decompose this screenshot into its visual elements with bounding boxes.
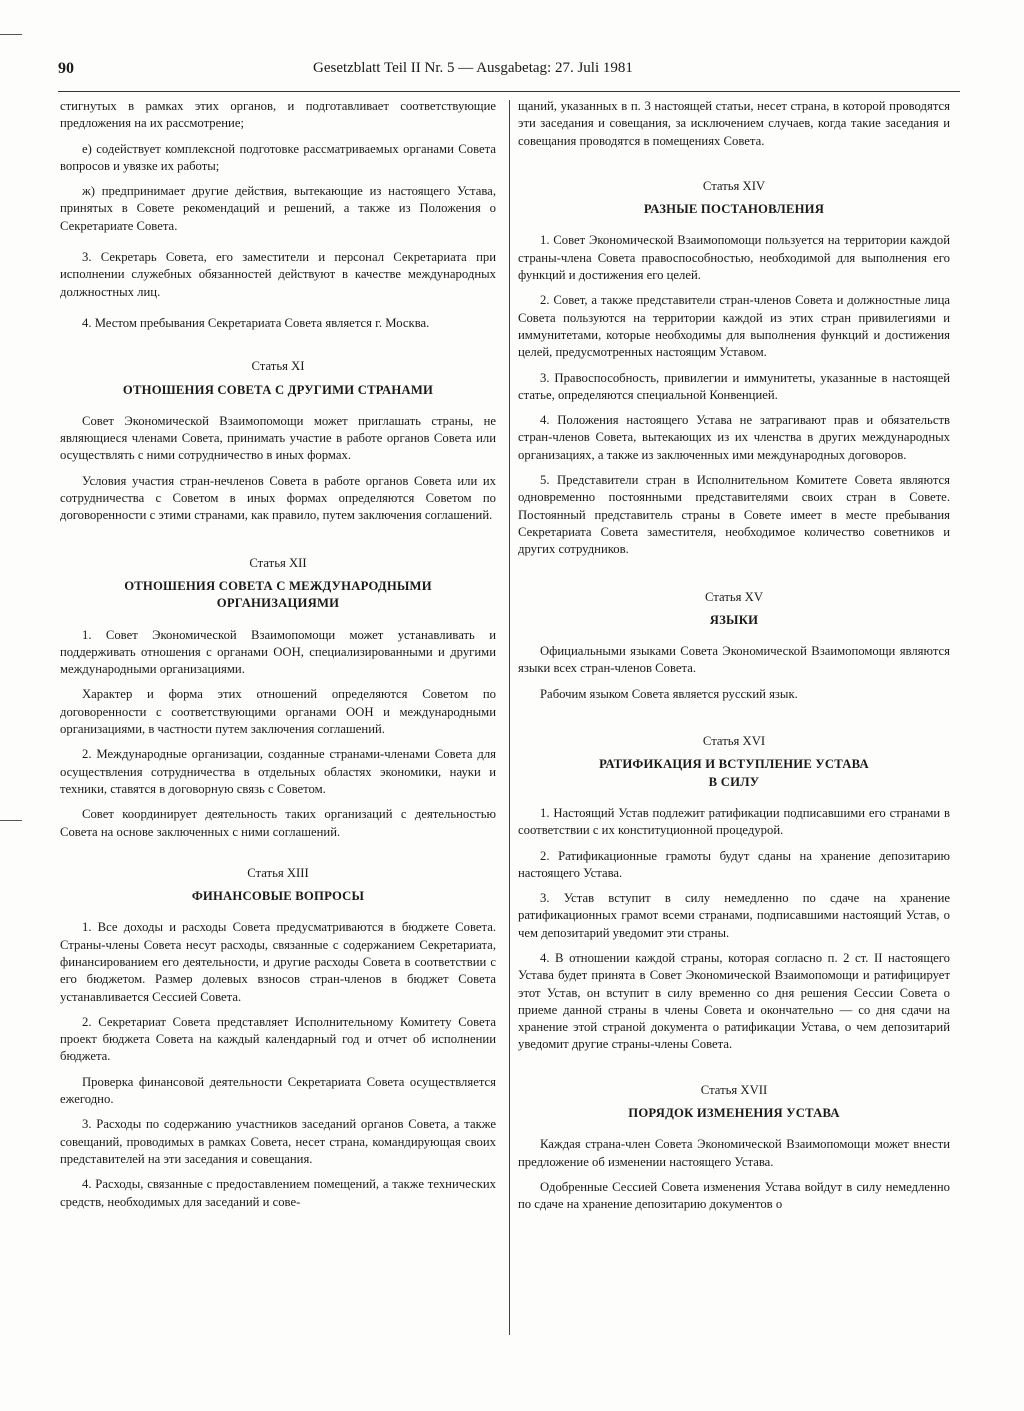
paragraph: Официальными языками Совета Экономической Взаимопомощи являются языки всех стран-членов Совета. [518,644,950,676]
paragraph: 3. Секретарь Совета, его заместители и персонал Секретариата при исполнении служебных обязанностей действуют в качестве международных должностных лиц. [60,250,496,299]
paragraph: 2. Ратификационные грамоты будут сданы на хранение депозитарию настоящего Устава. [518,848,950,880]
article-title: РАЗНЫЕ ПОСТАНОВЛЕНИЯ [643,202,825,217]
scan-margin-mark [0,34,22,35]
scan-margin-mark [0,820,22,821]
right-column [518,98,950,1222]
article-title: РАТИФИКАЦИЯ И ВСТУПЛЕНИЕ УСТАВА В СИЛУ [599,757,869,789]
paragraph: 3. Устав вступит в силу немедленно по сдаче на хранение ратификационных грамот всеми странами, подписавшими настоящий Устав, о чем депозитарий уведомит эти страны. [518,891,950,940]
article-title: ЯЗЫКИ [709,612,759,627]
paragraph: стигнутых в рамках этих органов, и подготавливает соответствующие предложения на их рассмотрение; [60,99,496,131]
paragraph: щаний, указанных в п. 3 настоящей статьи, несет страна, в которой проводятся эти заседания и совещания, за исключением случаев, когда такие заседания и совещания проводятся в помещениях Совета. [518,99,950,148]
page-number: 90 [58,60,74,77]
paragraph: Проверка финансовой деятельности Секретариата Совета осуществляется ежегодно. [60,1074,496,1107]
article-number: Статья XI [251,359,305,374]
article-number: Статья XV [705,589,763,604]
paragraph: 1. Совет Экономической Взаимопомощи пользуется на территории каждой страны-члена Совета правоспособностью, необходимой для выполнения его функций и достижения его целей. [518,233,950,283]
paragraph: Условия участия стран-нечленов Совета в работе органов Совета или их сотрудничества с Советом в иных формах определяются Советом по договоренности с этими странами, как правило, путем заключения соглашений. [60,473,496,523]
article-title: ПОРЯДОК ИЗМЕНЕНИЯ УСТАВА [628,1106,840,1121]
paragraph: 3. Расходы по содержанию участников заседаний органов Совета, а также совещаний, проводимых в рамках Совета, несет страна, командирующая своих представителей на эти заседания и совещания. [60,1117,496,1166]
article-title: ФИНАНСОВЫЕ ВОПРОСЫ [191,889,365,904]
article-number: Статья XVII [700,1082,768,1097]
article-title: ОТНОШЕНИЯ СОВЕТА С МЕЖДУНАРОДНЫМИ ОРГАНИЗАЦИЯМИ [124,578,432,611]
paragraph: 4. Положения настоящего Устава не затрагивают прав и обязательств стран-членов Совета, вытекающих из их членства в других международных организациях, а также из заключенных ими международных договоров. [518,413,950,462]
paragraph: 5. Представители стран в Исполнительном Комитете Совета являются одновременно постоянными представителями своих стран в Совете. Постоянный представитель страны в Совете имеет в месте пребывания Секретариата Совета заместителя, необходимое количество советников и других сотрудников. [518,473,950,557]
paragraph: 4. В отношении каждой страны, которая согласно п. 2 ст. II настоящего Устава будет принята в Совет Экономической Взаимопомощи и ратифицирует этот Устав, он вступит в силу временно со дня решения Сессии Совета о приеме данной страны в члены Совета и окончательно — со дня сдачи на хранение этой страной документа о ратификации Устава, о чем депозитарий уведомит другие страны-члены Совета. [518,950,950,1052]
paragraph: ж) предпринимает другие действия, вытекающие из настоящего Устава, принятых в Совете рекомендаций и решений, а также из Положения о Секретариате Совета. [60,184,496,233]
paragraph: 4. Местом пребывания Секретариата Совета является г. Москва. [82,315,430,330]
article-number: Статья XVI [702,734,766,749]
paragraph: Рабочим языком Совета является русский язык. [540,686,798,701]
paragraph: 2. Международные организации, созданные странами-членами Совета для осуществления сотрудничества в отдельных областях экономики, науки и техники, ставятся в договорную связь с Советом. [60,747,496,796]
article-number: Статья XIV [702,178,766,193]
header-rule [58,91,960,92]
paragraph: 3. Правоспособность, привилегии и иммунитеты, указанные в настоящей статье, определяются специальной Конвенцией. [518,370,950,402]
paragraph: Совет координирует деятельность таких организаций с деятельностью Совета на основе заключенных с ними соглашений. [60,807,496,839]
paragraph: 1. Все доходы и расходы Совета предусматриваются в бюджете Совета. Страны-члены Совета несут расходы, связанные с содержанием Секретариата, финансированием его деятельности, и другие расходы Совета в соответствии с его бюджетом. Размер долевых взносов стран-членов в бюджет Совета устанавливается Сессией Совета. [60,920,496,1004]
paragraph: 2. Совет, а также представители стран-членов Совета и должностные лица Совета пользуются на территории каждой из этих стран привилегиями и иммунитетами, которые необходимы для выполнения функций и достижения целей, предусмотренных настоящим Уставом. [518,293,950,360]
article-number: Статья XIII [247,865,309,880]
paragraph: Одобренные Сессией Совета изменения Устава войдут в силу немедленно по сдаче на хранение депозитарию документов о [518,1179,950,1212]
column-divider [509,100,510,1335]
paragraph: 1. Настоящий Устав подлежит ратификации подписавшими его странами в соответствии с их конституционной процедурой. [518,805,950,838]
paragraph: е) содействует комплексной подготовке рассматриваемых органами Совета вопросов и увязке их работы; [60,141,496,173]
paragraph: Характер и форма этих отношений определяются Советом по договоренности с соответствующими органами ООН и международными организациями, в частности путем заключения соглашений. [60,687,496,737]
paragraph: 4. Расходы, связанные с предоставлением помещений, а также технических средств, необходимых для заседаний и сове- [60,1177,496,1209]
article-title: ОТНОШЕНИЯ СОВЕТА С ДРУГИМИ СТРАНАМИ [122,382,434,397]
paragraph: 2. Секретариат Совета представляет Исполнительному Комитету Совета проект бюджета Совета на каждый календарный год и отчет об исполнении бюджета. [60,1014,496,1064]
paragraph: Совет Экономической Взаимопомощи может приглашать страны, не являющиеся членами Совета, принимать участие в работе органов Совета или осуществлять с ними сотрудничество в иных формах. [60,413,496,463]
left-column [60,98,496,1219]
paragraph: Каждая страна-член Совета Экономической Взаимопомощи может внести предложение об изменении настоящего Устава. [518,1137,950,1169]
page-header [58,60,958,84]
article-number: Статья XII [249,555,307,570]
paragraph: 1. Совет Экономической Взаимопомощи может устанавливать и поддерживать отношения с органами ООН, специализированными и другими международными организациями. [60,627,496,677]
gazette-title: Gesetzblatt Teil II Nr. 5 — Ausgabetag: 27. Juli 1981 [313,60,633,76]
